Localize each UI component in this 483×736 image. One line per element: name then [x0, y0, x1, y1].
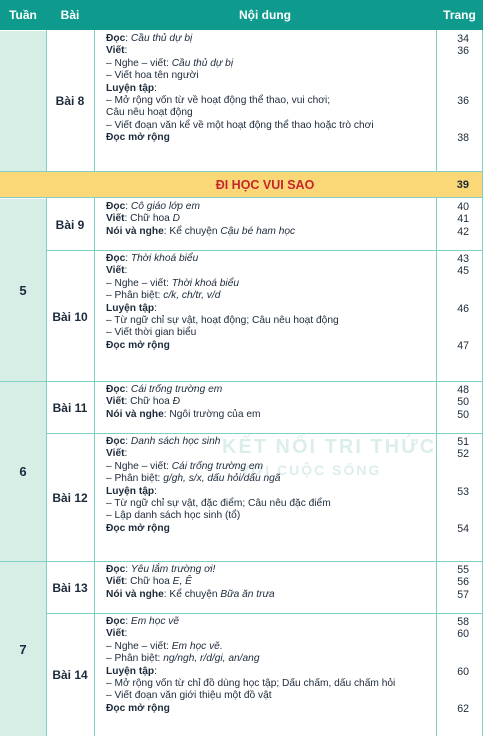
lesson-content: [94, 384, 436, 434]
lesson-content: [94, 616, 436, 736]
content-keyword: Đọc mở rộng: [106, 522, 170, 534]
content-keyword: Nói và nghe: [106, 225, 164, 237]
content-keyword: Đọc: [106, 253, 126, 264]
content-line: [106, 641, 436, 653]
lesson-pages: [436, 616, 483, 736]
lesson-label: Bài 8: [55, 94, 85, 108]
content-keyword: Viết: [106, 45, 125, 57]
content-line: [106, 448, 436, 460]
content-keyword: Viết: [106, 448, 125, 460]
page-number: [436, 473, 469, 485]
page-number: 56: [457, 576, 469, 589]
lesson-pages: [436, 33, 483, 171]
content-keyword: Viết: [106, 213, 125, 225]
week-cell: 5: [0, 199, 46, 381]
content-line: [106, 523, 436, 535]
content-keyword: Viết: [106, 628, 125, 640]
content-text: – Lập danh sách học sinh (tổ): [106, 510, 241, 522]
content-keyword: Nói và nghe: [106, 408, 164, 420]
content-line: [106, 409, 436, 421]
page-number: [436, 653, 469, 665]
content-keyword: Đọc: [106, 436, 126, 447]
content-line: [106, 510, 436, 522]
content-title: c/k, ch/tr, v/d: [163, 290, 221, 302]
content-title: Yêu lắm trường ơi!: [130, 564, 216, 575]
page-number: 43: [457, 253, 469, 265]
content-title: Cô giáo lớp em: [130, 201, 200, 212]
lesson-pages: [436, 384, 483, 434]
content-keyword: Đọc: [106, 201, 126, 212]
content-line: [106, 107, 436, 119]
column-divider: [94, 30, 95, 171]
content-keyword: Đọc: [106, 33, 126, 44]
content-line: [106, 201, 436, 213]
header-tuan: Tuần: [0, 0, 46, 30]
content-line: [106, 396, 436, 408]
page-number: 55: [457, 564, 469, 576]
page-number: [436, 278, 469, 290]
column-divider: [94, 197, 95, 736]
watermark-subtext: VỚI CUỘC SỐNG: [240, 462, 382, 478]
content-keyword: Luyện tập: [106, 82, 155, 94]
content-line: [106, 616, 436, 628]
content-text: :: [125, 616, 131, 627]
page-number: 50: [457, 396, 469, 409]
content-text: – Viết thời gian biểu: [106, 327, 197, 339]
column-divider: [46, 30, 47, 171]
page-number: 47: [457, 339, 469, 352]
content-text: :: [154, 302, 157, 314]
content-title: Danh sách học sinh: [130, 436, 221, 447]
content-text: Câu nêu hoạt động: [106, 107, 193, 119]
page-number: 46: [457, 302, 469, 315]
content-title: Em học vẽ.: [171, 640, 223, 652]
content-line: [106, 498, 436, 510]
content-line: [106, 265, 436, 277]
page-number: [436, 70, 469, 82]
content-line: [106, 678, 436, 690]
content-text: – Viết hoa tên người: [106, 70, 199, 82]
content-text: : Kể chuyện: [163, 225, 221, 237]
content-keyword: Viết: [106, 396, 125, 408]
content-title: Cái trống trường em: [171, 460, 264, 472]
page-number: [436, 58, 469, 70]
content-title: Bữa ăn trưa: [220, 588, 275, 600]
content-line: [106, 132, 436, 144]
section-page: 39: [456, 178, 469, 191]
content-text: – Phân biệt:: [106, 290, 164, 302]
content-keyword: Đọc: [106, 564, 126, 575]
lesson-label: Bài 10: [52, 309, 88, 324]
content-line: [106, 564, 436, 576]
content-title: D: [172, 213, 181, 225]
content-text: : Ngôi trường của em: [163, 408, 261, 420]
page-number: 60: [457, 665, 469, 678]
page-number: 42: [457, 225, 469, 238]
content-title: Cầu thủ dự bị: [171, 57, 234, 69]
content-line: [106, 384, 436, 396]
page-number: 62: [457, 702, 469, 715]
lesson-content: [94, 436, 436, 562]
content-line: [106, 473, 436, 485]
row-divider: [0, 561, 483, 562]
week-cell: [0, 31, 46, 171]
content-title: Cầu thủ dự bị: [130, 33, 193, 44]
content-line: [106, 703, 436, 715]
content-text: – Mở rộng vốn từ chỉ đồ dùng học tập; Dấu chấm, dấu chấm hỏi: [106, 677, 396, 689]
content-line: [106, 303, 436, 315]
content-line: [106, 45, 436, 57]
lesson-pages: [436, 564, 483, 614]
page-number: 50: [457, 408, 469, 421]
content-line: [106, 70, 436, 82]
content-keyword: Luyện tập: [106, 302, 155, 314]
content-text: :: [124, 628, 128, 640]
content-line: [106, 83, 436, 95]
content-line: [106, 226, 436, 238]
page-number: 45: [457, 265, 469, 278]
page-number: [436, 83, 469, 95]
content-text: :: [125, 33, 131, 44]
content-title: Em học vẽ: [130, 616, 180, 627]
lesson-label: Bài 14: [52, 668, 88, 682]
page-number: [436, 641, 469, 653]
column-divider: [46, 197, 47, 736]
content-title: Cậu bé ham học: [220, 225, 296, 237]
content-text: – Nghe – viết:: [106, 640, 172, 652]
content-line: [106, 213, 436, 225]
lesson-label: Bài 11: [52, 401, 88, 415]
content-line: [106, 461, 436, 473]
lesson-content: [94, 33, 436, 171]
page-number: [436, 510, 469, 522]
content-line: [106, 576, 436, 588]
content-text: – Phân biệt:: [106, 473, 164, 485]
content-keyword: Viết: [106, 576, 125, 588]
content-line: [106, 95, 436, 107]
lesson-label: Bài 13: [52, 581, 88, 595]
content-title: g/gh, s/x, dấu hỏi/dấu ngã: [163, 473, 281, 485]
page-number: 41: [457, 213, 469, 226]
lesson-content: [94, 564, 436, 614]
content-title: Thời khoá biểu: [171, 277, 240, 289]
column-divider: [436, 197, 437, 736]
lesson-pages: [436, 253, 483, 382]
page-number: [436, 498, 469, 510]
content-line: [106, 666, 436, 678]
content-keyword: Đọc mở rộng: [106, 702, 170, 714]
content-line: [106, 315, 436, 327]
content-text: :: [125, 201, 131, 212]
content-line: [106, 33, 436, 45]
watermark-text: KẾT NỐI TRI THỨC: [222, 436, 437, 458]
content-text: :: [125, 384, 131, 395]
content-text: :: [124, 265, 128, 277]
week-cell: 7: [0, 562, 46, 736]
content-text: – Nghe – viết:: [106, 277, 172, 289]
content-line: [106, 290, 436, 302]
section-title: ĐI HỌC VUI SAO: [215, 177, 315, 192]
week-cell: 6: [0, 382, 46, 561]
content-text: : Chữ hoa: [124, 576, 173, 588]
content-keyword: Đọc: [106, 616, 126, 627]
column-divider: [436, 30, 437, 171]
content-title: E, Ê: [172, 576, 192, 588]
content-keyword: Nói và nghe: [106, 588, 164, 600]
content-text: :: [125, 436, 131, 447]
content-line: [106, 628, 436, 640]
lesson-pages: [436, 436, 483, 562]
page-number: 58: [457, 616, 469, 628]
content-text: – Từ ngữ chỉ sự vật, đặc điểm; Câu nêu đặc điểm: [106, 497, 331, 509]
page-number: [436, 690, 469, 702]
content-text: :: [125, 253, 131, 264]
content-text: : Chữ hoa: [124, 396, 173, 408]
header-bai: Bài: [46, 0, 94, 30]
content-title: Thời khoá biểu: [130, 253, 199, 264]
content-title: ng/ngh, r/d/gi, an/ang: [163, 653, 260, 665]
page-number: 51: [457, 436, 469, 448]
row-divider: [0, 171, 483, 172]
content-keyword: Luyện tập: [106, 665, 155, 677]
content-text: :: [125, 564, 131, 575]
page-number: 53: [457, 485, 469, 498]
content-text: – Viết đoạn văn kể về một hoạt động thể thao hoặc trò chơi: [106, 119, 374, 131]
content-text: – Nghe – viết:: [106, 57, 172, 69]
page-number: [436, 107, 469, 119]
content-text: :: [124, 45, 128, 57]
lesson-content: [94, 201, 436, 251]
page-number: [436, 315, 469, 327]
content-keyword: Luyện tập: [106, 485, 155, 497]
content-line: [106, 58, 436, 70]
content-keyword: Đọc mở rộng: [106, 339, 170, 351]
content-line: [106, 436, 436, 448]
page-number: 48: [457, 384, 469, 396]
page-number: [436, 290, 469, 302]
content-text: : Kể chuyện: [163, 588, 221, 600]
content-text: – Từ ngữ chỉ sự vật, hoạt động; Câu nêu hoạt động: [106, 314, 339, 326]
content-text: :: [154, 82, 157, 94]
page-number: 40: [457, 201, 469, 213]
content-text: – Nghe – viết:: [106, 460, 172, 472]
row-divider: [0, 197, 483, 198]
page-number: [436, 678, 469, 690]
page-number: [436, 461, 469, 473]
lesson-label: Bài 12: [52, 491, 88, 505]
content-line: [106, 340, 436, 352]
content-text: :: [124, 448, 128, 460]
row-divider: [46, 613, 483, 614]
content-text: – Phân biệt:: [106, 653, 164, 665]
page-number: 60: [457, 628, 469, 641]
content-line: [106, 327, 436, 339]
content-title: Cái trống trường em: [130, 384, 223, 395]
header-noi-dung: Nội dung: [94, 0, 436, 30]
page-number: 34: [457, 33, 469, 45]
page-number: [436, 120, 469, 132]
content-text: : Chữ hoa: [124, 213, 173, 225]
content-keyword: Đọc: [106, 384, 126, 395]
page-number: 36: [457, 45, 469, 58]
page-number: 57: [457, 588, 469, 601]
content-keyword: Đọc mở rộng: [106, 132, 170, 144]
content-text: – Mở rộng vốn từ về hoạt động thể thao, vui chơi;: [106, 94, 331, 106]
content-title: Đ: [172, 396, 181, 408]
content-keyword: Viết: [106, 265, 125, 277]
content-line: [106, 253, 436, 265]
row-divider: [46, 433, 483, 434]
page-number: 52: [457, 448, 469, 461]
lesson-label: Bài 9: [55, 218, 85, 232]
content-line: [106, 120, 436, 132]
row-divider: [0, 381, 483, 382]
lesson-pages: [436, 201, 483, 251]
content-line: [106, 589, 436, 601]
header-trang: Trang: [436, 0, 483, 30]
page-number: 38: [457, 132, 469, 145]
content-text: :: [154, 485, 157, 497]
page-number: [436, 327, 469, 339]
row-divider: [46, 250, 483, 251]
content-text: :: [154, 665, 157, 677]
page-number: 36: [457, 94, 469, 107]
content-line: [106, 486, 436, 498]
lesson-content: [94, 253, 436, 382]
content-text: – Viết đoạn văn giới thiệu một đồ vật: [106, 690, 272, 702]
content-line: [106, 278, 436, 290]
page-number: 54: [457, 522, 469, 535]
content-line: [106, 653, 436, 665]
content-line: [106, 690, 436, 702]
